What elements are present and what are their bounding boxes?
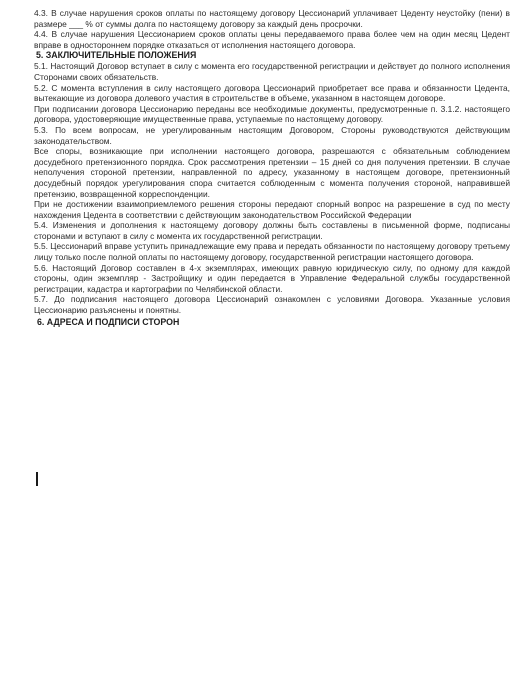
text-cursor bbox=[36, 472, 38, 486]
section-6-heading: 6. АДРЕСА И ПОДПИСИ СТОРОН bbox=[37, 316, 180, 327]
clause-5-4: 5.4. Изменения и дополнения к настоящему договору должны быть составлены в письменной форме, подписаны сторонами и вступают в силу с момента их государственной регистрации. bbox=[34, 220, 510, 241]
clause-5-3-court: При не достижении взаимоприемлемого решения стороны передают спорный вопрос на разрешение в суд по месту нахождения Цедента в соответствии с действующим законодательством Российской Федерации bbox=[34, 199, 510, 220]
clause-4-4: 4.4. В случае нарушения Цессионарием сроков оплаты цены передаваемого права более чем на один месяц Цедент вправе в одностороннем порядке отказаться от исполнения настоящего договора. bbox=[34, 29, 510, 50]
clause-5-7: 5.7. До подписания настоящего договора Цессионарий ознакомлен с условиями Договора. Указанные условия Цессионарию разъяснены и понятны. bbox=[34, 294, 510, 316]
clause-5-3-disputes: Все споры, возникающие при исполнении настоящего договора, разрешаются с обязательным соблюдением досудебного претензионного порядка. Срок рассмотрения претензии – 15 дней со дня получения претензии. В случае неполучения стороной претензии, направленной по адресу, указанному в настоящем договоре, претензионный досудебный порядок урегулирования спора считается соблюденным с момента получения стороной, направившей претензию, возвращенной корреспонденции. bbox=[34, 146, 510, 199]
section-5-heading: 5. ЗАКЛЮЧИТЕЛЬНЫЕ ПОЛОЖЕНИЯ bbox=[36, 50, 197, 61]
document-body bbox=[34, 8, 510, 328]
clause-5-2: 5.2. С момента вступления в силу настоящего договора Цессионарий приобретает все права и обязанности Цедента, вытекающие из договора долевого участия в строительстве в объеме, указанном в настоящем договоре. bbox=[34, 82, 510, 104]
clause-5-5: 5.5. Цессионарий вправе уступить принадлежащие ему права и передать обязанности по настоящему договору третьему лицу только после полной оплаты по настоящему договору, государственной регистрации настоящего договора. bbox=[34, 241, 510, 263]
clause-5-2-documents: При подписании договора Цессионарию переданы все необходимые документы, предусмотренные п. 3.1.2. настоящего договора, удостоверяющие имущественные права, уступаемые по настоящему договору. bbox=[34, 103, 510, 125]
clause-5-1: 5.1. Настоящий Договор вступает в силу с момента его государственной регистрации и действует до полного исполнения Сторонами своих обязательств. bbox=[34, 61, 510, 82]
clause-5-3: 5.3. По всем вопросам, не урегулированным настоящим Договором, Стороны руководствуются действующим законодательством. bbox=[34, 124, 510, 146]
clause-5-6: 5.6. Настоящий Договор составлен в 4-х экземплярах, имеющих равную юридическую силу, по одному для каждой стороны, один экземпляр - Застройщику и один передается в Управление Федеральной службы государственной регистрации, кадастра и картографии по Челябинской области. bbox=[34, 262, 510, 294]
clause-4-3: 4.3. В случае нарушения сроков оплаты по настоящему договору Цессионарий уплачивает Цеденту неустойку (пени) в размере ___ % от суммы долга по настоящему договору за каждый день просрочки. bbox=[34, 8, 510, 29]
